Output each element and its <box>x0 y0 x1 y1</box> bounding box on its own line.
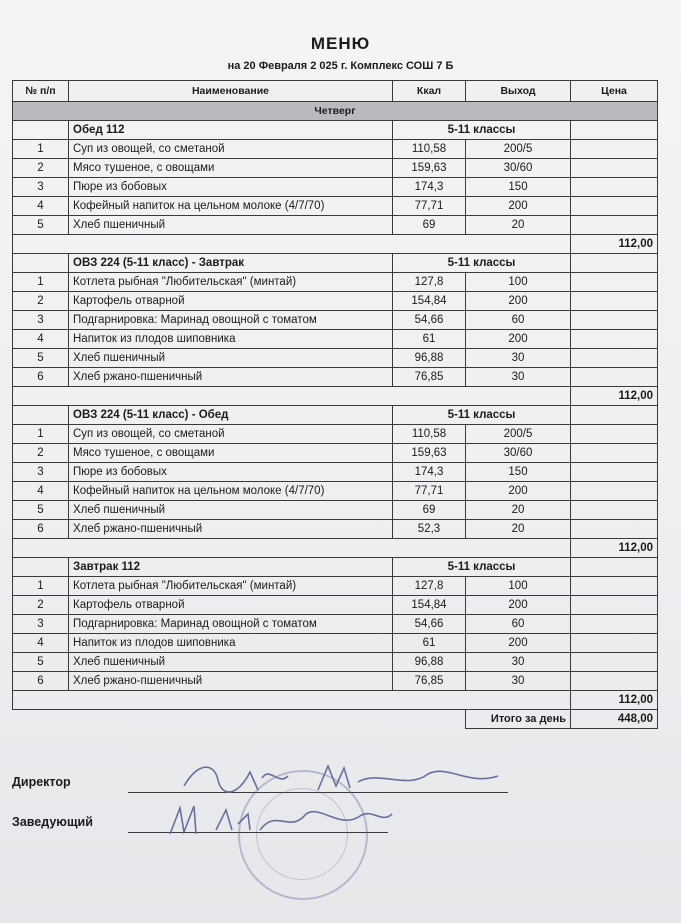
column-header-price: Цена <box>571 81 658 102</box>
dish-kcal: 77,71 <box>393 197 466 216</box>
dish-name: Картофель отварной <box>69 292 393 311</box>
table-row <box>13 273 658 292</box>
dish-output: 20 <box>466 501 571 520</box>
dish-price <box>571 330 658 349</box>
menu-body <box>13 102 658 729</box>
row-number: 6 <box>13 520 69 539</box>
table-row <box>13 159 658 178</box>
dish-kcal: 174,3 <box>393 178 466 197</box>
group-row <box>13 406 658 425</box>
menu-table <box>12 80 658 729</box>
dish-output: 150 <box>466 178 571 197</box>
table-row <box>13 197 658 216</box>
row-number: 3 <box>13 178 69 197</box>
group-price-empty <box>571 121 658 140</box>
group-row <box>13 254 658 273</box>
dish-price <box>571 653 658 672</box>
dish-price <box>571 159 658 178</box>
dish-name: Пюре из бобовых <box>69 178 393 197</box>
dish-price <box>571 482 658 501</box>
dish-price <box>571 520 658 539</box>
day-label: Четверг <box>13 102 658 121</box>
dish-price <box>571 577 658 596</box>
dish-name: Хлеб ржано-пшеничный <box>69 520 393 539</box>
dish-kcal: 52,3 <box>393 520 466 539</box>
dish-output: 200 <box>466 292 571 311</box>
group-sum-row <box>13 387 658 406</box>
row-number: 6 <box>13 368 69 387</box>
dish-output: 150 <box>466 463 571 482</box>
table-row <box>13 330 658 349</box>
dish-output: 30/60 <box>466 444 571 463</box>
dish-output: 20 <box>466 520 571 539</box>
dish-output: 100 <box>466 273 571 292</box>
dish-kcal: 54,66 <box>393 615 466 634</box>
director-signature <box>178 756 518 806</box>
dish-output: 200 <box>466 330 571 349</box>
dish-name: Мясо тушеное, с овощами <box>69 159 393 178</box>
dish-kcal: 127,8 <box>393 577 466 596</box>
dish-output: 200 <box>466 482 571 501</box>
table-row <box>13 577 658 596</box>
dish-price <box>571 368 658 387</box>
table-row <box>13 672 658 691</box>
manager-label: Заведующий <box>12 815 93 829</box>
dish-kcal: 127,8 <box>393 273 466 292</box>
dish-output: 200 <box>466 197 571 216</box>
dish-price <box>571 634 658 653</box>
table-row <box>13 615 658 634</box>
table-row <box>13 349 658 368</box>
dish-kcal: 54,66 <box>393 311 466 330</box>
dish-output: 30 <box>466 672 571 691</box>
group-spacer <box>13 406 69 425</box>
row-number: 5 <box>13 501 69 520</box>
group-spacer <box>13 121 69 140</box>
dish-name: Суп из овощей, со сметаной <box>69 425 393 444</box>
group-sum-row <box>13 235 658 254</box>
dish-kcal: 96,88 <box>393 349 466 368</box>
dish-name: Хлеб ржано-пшеничный <box>69 672 393 691</box>
dish-output: 30/60 <box>466 159 571 178</box>
dish-name: Картофель отварной <box>69 596 393 615</box>
dish-kcal: 159,63 <box>393 159 466 178</box>
table-row <box>13 311 658 330</box>
row-number: 1 <box>13 140 69 159</box>
dish-price <box>571 615 658 634</box>
dish-price <box>571 197 658 216</box>
dish-name: Хлеб пшеничный <box>69 653 393 672</box>
group-sum-price: 112,00 <box>571 691 658 710</box>
total-empty <box>13 710 466 729</box>
page-subtitle: на 20 Февраля 2 025 г. Комплекс СОШ 7 Б <box>227 60 454 72</box>
dish-price <box>571 596 658 615</box>
dish-output: 60 <box>466 311 571 330</box>
row-number: 6 <box>13 672 69 691</box>
group-sum-price: 112,00 <box>571 387 658 406</box>
group-classes: 5-11 классы <box>393 121 571 140</box>
dish-price <box>571 501 658 520</box>
row-number: 3 <box>13 615 69 634</box>
table-row <box>13 596 658 615</box>
dish-output: 30 <box>466 349 571 368</box>
dish-name: Хлеб пшеничный <box>69 501 393 520</box>
group-price-empty <box>571 406 658 425</box>
row-number: 3 <box>13 311 69 330</box>
dish-output: 200 <box>466 634 571 653</box>
dish-kcal: 77,71 <box>393 482 466 501</box>
day-row <box>13 102 658 121</box>
row-number: 2 <box>13 444 69 463</box>
table-row <box>13 216 658 235</box>
dish-name: Хлеб пшеничный <box>69 349 393 368</box>
dish-kcal: 159,63 <box>393 444 466 463</box>
dish-name: Котлета рыбная "Любительская" (минтай) <box>69 577 393 596</box>
table-row <box>13 292 658 311</box>
dish-kcal: 69 <box>393 216 466 235</box>
group-sum-price: 112,00 <box>571 235 658 254</box>
column-header-name: Наименование <box>69 81 393 102</box>
row-number: 5 <box>13 216 69 235</box>
total-label: Итого за день <box>466 710 571 729</box>
dish-price <box>571 292 658 311</box>
dish-price <box>571 425 658 444</box>
group-name: ОВЗ 224 (5-11 класс) - Завтрак <box>69 254 393 273</box>
dish-price <box>571 672 658 691</box>
row-number: 1 <box>13 273 69 292</box>
group-classes: 5-11 классы <box>393 254 571 273</box>
dish-output: 20 <box>466 216 571 235</box>
dish-price <box>571 216 658 235</box>
header-row <box>13 81 658 102</box>
dish-kcal: 174,3 <box>393 463 466 482</box>
group-name: ОВЗ 224 (5-11 класс) - Обед <box>69 406 393 425</box>
sum-empty <box>13 539 571 558</box>
row-number: 4 <box>13 197 69 216</box>
table-row <box>13 178 658 197</box>
group-classes: 5-11 классы <box>393 406 571 425</box>
manager-signature <box>160 800 400 844</box>
dish-name: Кофейный напиток на цельном молоке (4/7/70) <box>69 482 393 501</box>
row-number: 1 <box>13 577 69 596</box>
row-number: 3 <box>13 463 69 482</box>
group-name: Обед 112 <box>69 121 393 140</box>
row-number: 1 <box>13 425 69 444</box>
dish-name: Мясо тушеное, с овощами <box>69 444 393 463</box>
table-row <box>13 501 658 520</box>
dish-output: 200 <box>466 596 571 615</box>
row-number: 2 <box>13 292 69 311</box>
group-spacer <box>13 254 69 273</box>
dish-output: 30 <box>466 368 571 387</box>
row-number: 4 <box>13 634 69 653</box>
dish-output: 60 <box>466 615 571 634</box>
dish-name: Подгарнировка: Маринад овощной с томатом <box>69 615 393 634</box>
sum-empty <box>13 691 571 710</box>
total-value: 448,00 <box>571 710 658 729</box>
row-number: 5 <box>13 349 69 368</box>
group-sum-price: 112,00 <box>571 539 658 558</box>
dish-kcal: 110,58 <box>393 425 466 444</box>
dish-price <box>571 463 658 482</box>
row-number: 4 <box>13 330 69 349</box>
group-price-empty <box>571 558 658 577</box>
dish-name: Напиток из плодов шиповника <box>69 330 393 349</box>
dish-kcal: 76,85 <box>393 368 466 387</box>
dish-kcal: 96,88 <box>393 653 466 672</box>
dish-kcal: 154,84 <box>393 596 466 615</box>
dish-kcal: 61 <box>393 634 466 653</box>
row-number: 2 <box>13 596 69 615</box>
table-row <box>13 368 658 387</box>
table-row <box>13 425 658 444</box>
table-row <box>13 634 658 653</box>
dish-price <box>571 444 658 463</box>
dish-price <box>571 140 658 159</box>
dish-name: Суп из овощей, со сметаной <box>69 140 393 159</box>
table-row <box>13 482 658 501</box>
sum-empty <box>13 387 571 406</box>
table-row <box>13 653 658 672</box>
column-header-output: Выход <box>466 81 571 102</box>
table-row <box>13 444 658 463</box>
dish-price <box>571 311 658 330</box>
dish-name: Пюре из бобовых <box>69 463 393 482</box>
group-name: Завтрак 112 <box>69 558 393 577</box>
dish-output: 200/5 <box>466 140 571 159</box>
sum-empty <box>13 235 571 254</box>
column-header-kcal: Ккал <box>393 81 466 102</box>
table-row <box>13 463 658 482</box>
dish-kcal: 110,58 <box>393 140 466 159</box>
dish-name: Хлеб пшеничный <box>69 216 393 235</box>
dish-name: Кофейный напиток на цельном молоке (4/7/70) <box>69 197 393 216</box>
table-row <box>13 520 658 539</box>
dish-output: 100 <box>466 577 571 596</box>
group-price-empty <box>571 254 658 273</box>
group-row <box>13 121 658 140</box>
dish-kcal: 154,84 <box>393 292 466 311</box>
group-sum-row <box>13 539 658 558</box>
row-number: 5 <box>13 653 69 672</box>
dish-output: 200/5 <box>466 425 571 444</box>
group-row <box>13 558 658 577</box>
group-classes: 5-11 классы <box>393 558 571 577</box>
row-number: 2 <box>13 159 69 178</box>
group-sum-row <box>13 691 658 710</box>
dish-price <box>571 273 658 292</box>
dish-name: Подгарнировка: Маринад овощной с томатом <box>69 311 393 330</box>
column-header-num: № п/п <box>13 81 69 102</box>
dish-kcal: 69 <box>393 501 466 520</box>
dish-name: Хлеб ржано-пшеничный <box>69 368 393 387</box>
dish-kcal: 76,85 <box>393 672 466 691</box>
dish-name: Напиток из плодов шиповника <box>69 634 393 653</box>
director-label: Директор <box>12 775 71 789</box>
dish-output: 30 <box>466 653 571 672</box>
dish-kcal: 61 <box>393 330 466 349</box>
group-spacer <box>13 558 69 577</box>
dish-name: Котлета рыбная "Любительская" (минтай) <box>69 273 393 292</box>
dish-price <box>571 349 658 368</box>
page-title: МЕНЮ <box>310 34 371 53</box>
dish-price <box>571 178 658 197</box>
table-row <box>13 140 658 159</box>
row-number: 4 <box>13 482 69 501</box>
total-row <box>13 710 658 729</box>
